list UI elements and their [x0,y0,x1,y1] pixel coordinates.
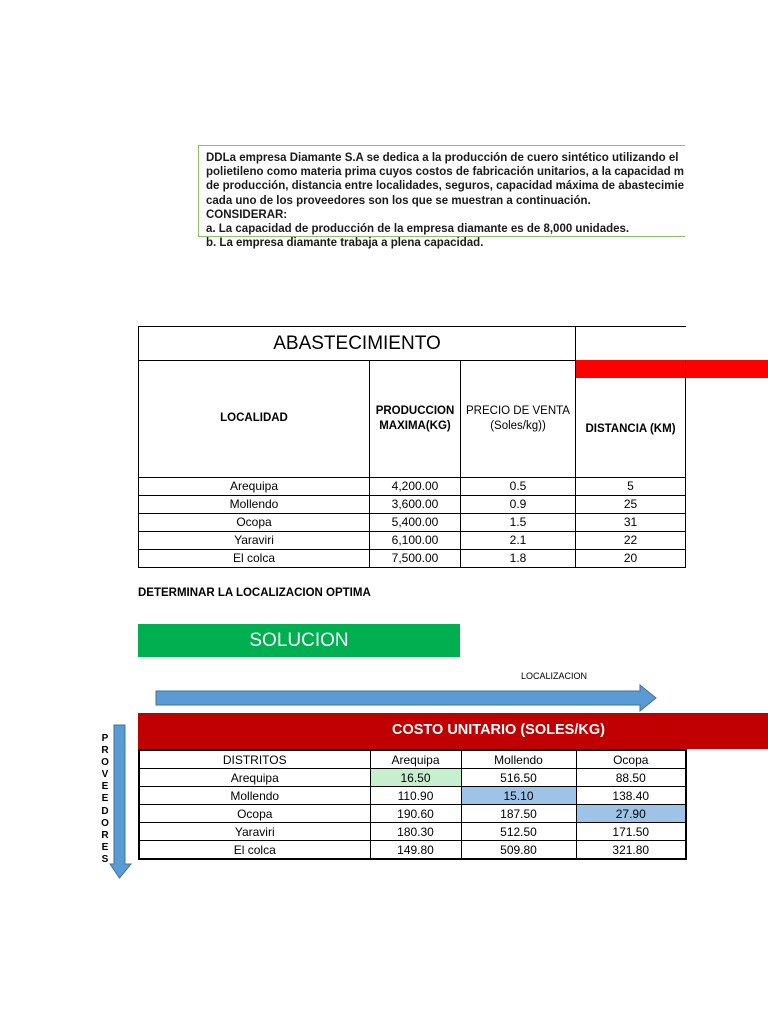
table-row [139,841,686,860]
column-header: DISTANCIA (KM) [576,361,686,478]
column-header: Mollendo [461,750,576,769]
column-header: PRODUCCION MAXIMA(KG) [370,361,461,478]
letter: R [101,745,109,757]
costo-unitario-table [138,749,687,860]
table-row [139,549,686,567]
table-cell: 138.40 [576,787,686,805]
intro-line: CONSIDERAR: [206,208,288,221]
costo-unitario-title: COSTO UNITARIO (SOLES/KG) [392,722,605,738]
highlighted-cell: 15.10 [461,787,576,805]
table-cell: 190.60 [370,805,461,823]
letter: O [101,817,109,829]
intro-line: cada uno de los proveedores son los que se muestran a continuación. [206,194,591,207]
table-cell: 1.8 [461,549,576,567]
table-cell: Yaraviri [139,823,370,841]
costo-unitario-header [138,713,768,749]
intro-line: b. La empresa diamante trabaja a plena capacidad. [206,237,484,250]
table-cell: 321.80 [576,841,686,860]
table-cell: 180.30 [370,823,461,841]
table-header-row [139,750,686,769]
column-header: Arequipa [370,750,461,769]
intro-line: DDLa empresa Diamante S.A se dedica a la producción de cuero sintético utilizando el [206,152,679,164]
table-cell: Mollendo [139,787,370,805]
table-cell: Arequipa [139,477,370,495]
horizontal-arrow-icon [155,684,658,714]
table-cell: 512.50 [461,823,576,841]
letter: R [101,829,109,841]
table-header-row [139,361,686,478]
table-cell: 0.9 [461,495,576,513]
table-row [139,769,686,787]
letter: O [101,757,109,769]
column-header: DISTRITOS [139,750,370,769]
table-cell: 22 [576,531,686,549]
table-cell: El colca [139,841,370,860]
letter: E [101,781,109,793]
letter: S [101,853,109,865]
intro-line: polietileno como materia prima cuyos costos de fabricación unitarios, a la capacidad m [206,166,684,179]
column-header: LOCALIDAD [139,361,370,478]
proveedores-vertical-label [99,733,111,866]
table-cell: 110.90 [370,787,461,805]
table-cell: 5 [576,477,686,495]
solucion-banner: SOLUCION [138,624,460,657]
intro-line: a. La capacidad de producción de la empresa diamante es de 8,000 unidades. [206,223,630,236]
abastecimiento-title: ABASTECIMIENTO [139,327,576,361]
localizacion-label: LOCALIZACION [521,671,588,681]
table-cell: El colca [139,549,370,567]
table-cell: 88.50 [576,769,686,787]
table-row [139,531,686,549]
table-cell: 20 [576,549,686,567]
table-cell: 6,100.00 [370,531,461,549]
letter: D [101,805,109,817]
table-row [139,805,686,823]
table-cell: 25 [576,495,686,513]
table-cell: 5,400.00 [370,513,461,531]
column-header: PRECIO DE VENTA (Soles/kg)) [461,361,576,478]
table-cell: 2.1 [461,531,576,549]
table-cell: Ocopa [139,513,370,531]
letter: V [101,769,109,781]
table-cell: Mollendo [139,495,370,513]
column-header: Ocopa [576,750,686,769]
table-cell: 187.50 [461,805,576,823]
letter: E [101,793,109,805]
highlighted-cell: 27.90 [576,805,686,823]
intro-line: de producción, distancia entre localidades, seguros, capacidad máxima de abastecimie [206,180,684,193]
letter: E [101,841,109,853]
table-cell: Arequipa [139,769,370,787]
table-cell: 516.50 [461,769,576,787]
table-cell: Yaraviri [139,531,370,549]
vertical-arrow-icon [109,724,133,880]
table-row [139,495,686,513]
table-row [139,513,686,531]
empty-cell [576,327,686,361]
letter: P [101,733,109,744]
table-row [139,477,686,495]
intro-text [206,151,684,250]
table-cell: 0.5 [461,477,576,495]
table-cell: 171.50 [576,823,686,841]
table-cell: 149.80 [370,841,461,860]
table-cell: 509.80 [461,841,576,860]
table-cell: 7,500.00 [370,549,461,567]
determinar-heading: DETERMINAR LA LOCALIZACION OPTIMA [138,587,371,599]
abastecimiento-table [138,326,686,568]
table-cell: 31 [576,513,686,531]
table-row [139,787,686,805]
table-cell: 3,600.00 [370,495,461,513]
table-cell: 1.5 [461,513,576,531]
table-cell: 4,200.00 [370,477,461,495]
table-row [139,823,686,841]
table-cell: Ocopa [139,805,370,823]
highlighted-cell: 16.50 [370,769,461,787]
